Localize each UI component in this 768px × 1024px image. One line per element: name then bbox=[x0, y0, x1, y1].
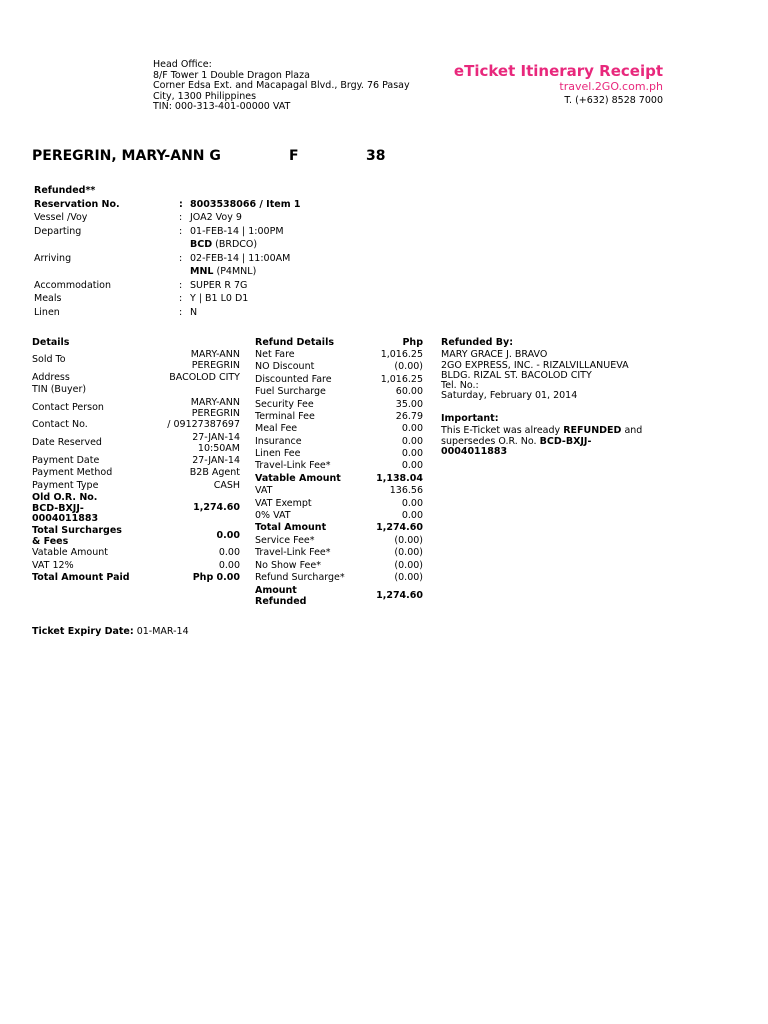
date-reserved-label: Date Reserved bbox=[32, 437, 102, 448]
value-line: 27-JAN-14 bbox=[192, 432, 240, 443]
row-value: N bbox=[190, 307, 198, 318]
vatable-label: Vatable Amount bbox=[32, 547, 108, 558]
refund-row-value: (0.00) bbox=[394, 560, 423, 571]
row-label: Linen bbox=[34, 307, 60, 318]
row-colon: : bbox=[179, 199, 183, 210]
ticket-expiry bbox=[32, 626, 189, 637]
passenger-gender: F bbox=[289, 148, 299, 164]
refund-row-value: (0.00) bbox=[394, 535, 423, 546]
row-value: 01-FEB-14 | 1:00PM bbox=[190, 226, 284, 237]
port-name: (BRDCO) bbox=[215, 239, 258, 250]
old-or-value: 1,274.60 bbox=[193, 502, 240, 513]
or-number-cont: 0004011883 bbox=[441, 446, 508, 457]
vat-value: 0.00 bbox=[218, 560, 240, 571]
port-name: (P4MNL) bbox=[216, 266, 257, 277]
label-line: Refunded bbox=[255, 595, 307, 607]
office-line: 8/F Tower 1 Double Dragon Plaza bbox=[153, 69, 310, 81]
total-paid-label: Total Amount Paid bbox=[32, 572, 130, 583]
value-line: 10:50AM bbox=[197, 442, 240, 454]
refund-row-label: Linen Fee bbox=[255, 448, 301, 459]
refund-row-label: 0% VAT bbox=[255, 510, 291, 521]
expiry-value: 01-MAR-14 bbox=[136, 626, 189, 637]
label-line: Old O.R. No. bbox=[32, 492, 98, 503]
label-line: & Fees bbox=[32, 535, 69, 547]
contact-person-label: Contact Person bbox=[32, 402, 104, 413]
value-line: MARY-ANN bbox=[190, 349, 240, 360]
refund-row-value: 1,138.04 bbox=[376, 473, 423, 484]
phone-number: T. (+632) 8528 7000 bbox=[564, 95, 663, 106]
payment-method-value: B2B Agent bbox=[189, 467, 240, 478]
head-office-address bbox=[153, 60, 443, 113]
row-value: SUPER R 7G bbox=[190, 280, 248, 291]
refund-row-value: 1,016.25 bbox=[380, 374, 423, 385]
label-line: BCD-BXJJ- bbox=[32, 502, 84, 514]
payment-type-value: CASH bbox=[213, 480, 240, 491]
important-text: This E-Ticket was already bbox=[441, 425, 564, 436]
refund-row-label: Service Fee* bbox=[255, 535, 315, 546]
office-line: City, 1300 Philippines bbox=[153, 90, 257, 102]
surcharges-value: 0.00 bbox=[216, 530, 240, 541]
row-value: 02-FEB-14 | 11:00AM bbox=[190, 253, 291, 264]
port-code: BCD bbox=[190, 239, 213, 250]
label-line: Amount bbox=[255, 585, 297, 596]
refunded-by-line: Tel. No.: bbox=[441, 380, 479, 391]
row-value: Y | B1 L0 D1 bbox=[190, 293, 249, 304]
row-colon: : bbox=[179, 280, 183, 291]
refund-row-value: 1,274.60 bbox=[376, 522, 423, 533]
value-line: PEREGRIN bbox=[191, 359, 240, 371]
row-label: Arriving bbox=[34, 253, 72, 264]
refund-row-label: Insurance bbox=[255, 436, 302, 447]
row-label: Reservation No. bbox=[34, 199, 120, 210]
refunded-by-line: Saturday, February 01, 2014 bbox=[441, 390, 578, 401]
refund-row-label: Security Fee bbox=[255, 399, 314, 410]
office-line: Head Office: bbox=[153, 59, 212, 70]
refund-row-label: Total Amount bbox=[255, 522, 327, 533]
refund-row-label: Vatable Amount bbox=[255, 473, 341, 484]
row-colon: : bbox=[179, 212, 183, 223]
row-colon: : bbox=[179, 293, 183, 304]
passenger-name: PEREGRIN, MARY-ANN G bbox=[32, 148, 221, 164]
refund-row-label: NO Discount bbox=[255, 361, 315, 372]
arriving-port bbox=[190, 266, 256, 277]
important-text-line1 bbox=[441, 426, 642, 437]
refund-row-value: 0.00 bbox=[401, 423, 423, 434]
address-value: BACOLOD CITY bbox=[169, 372, 240, 383]
port-code: MNL bbox=[190, 266, 214, 277]
sold-to-label: Sold To bbox=[32, 354, 66, 365]
value-line: MARY-ANN bbox=[190, 397, 240, 408]
refunded-by-line: BLDG. RIZAL ST. BACOLOD CITY bbox=[441, 370, 592, 381]
refund-row-label: VAT bbox=[255, 485, 273, 496]
row-label: Vessel /Voy bbox=[34, 212, 88, 223]
payment-date-value: 27-JAN-14 bbox=[192, 455, 240, 466]
refund-row-value: 26.79 bbox=[395, 411, 423, 422]
row-label: Accommodation bbox=[34, 280, 111, 291]
important-text: and bbox=[621, 425, 643, 436]
date-reserved-value bbox=[192, 433, 240, 454]
refunded-by-line: 2GO EXPRESS, INC. - RIZALVILLANUEVA bbox=[441, 360, 629, 371]
refund-details-heading: Refund Details bbox=[255, 337, 334, 348]
refund-row-value: 0.00 bbox=[401, 436, 423, 447]
refund-status: Refunded** bbox=[34, 185, 96, 196]
details-heading: Details bbox=[32, 337, 70, 348]
total-paid-value: Php 0.00 bbox=[192, 572, 240, 583]
refund-row-label: Fuel Surcharge bbox=[255, 386, 326, 397]
receipt-title-block bbox=[454, 62, 663, 107]
reservation-number: 8003538066 / Item 1 bbox=[190, 199, 301, 210]
contact-person-value bbox=[191, 398, 240, 419]
refund-row-label: No Show Fee* bbox=[255, 560, 321, 571]
refund-row-label: VAT Exempt bbox=[255, 498, 312, 509]
payment-method-label: Payment Method bbox=[32, 467, 113, 478]
refund-row-label: Meal Fee bbox=[255, 423, 298, 434]
passenger-age: 38 bbox=[366, 148, 386, 164]
sold-to-value bbox=[191, 350, 240, 371]
website-link[interactable]: travel.2GO.com.ph bbox=[559, 80, 663, 93]
refund-row-value: 0.00 bbox=[401, 448, 423, 459]
refund-row-value: 35.00 bbox=[395, 399, 423, 410]
row-label: Meals bbox=[34, 293, 62, 304]
currency-heading: Php bbox=[402, 337, 423, 348]
row-colon: : bbox=[179, 307, 183, 318]
contact-no-label: Contact No. bbox=[32, 419, 88, 430]
refunded-by-heading: Refunded By: bbox=[441, 337, 514, 348]
office-line: Corner Edsa Ext. and Macapagal Blvd., Brgy. 76 Pasay bbox=[153, 80, 410, 91]
row-label: Departing bbox=[34, 226, 82, 237]
vatable-value: 0.00 bbox=[218, 547, 240, 558]
refund-row-value: (0.00) bbox=[394, 361, 423, 372]
refund-row-value: (0.00) bbox=[394, 547, 423, 558]
refund-row-label: Travel-Link Fee* bbox=[255, 460, 331, 471]
or-number: BCD-BXJJ- bbox=[539, 436, 592, 447]
refund-row-value: 136.56 bbox=[389, 485, 423, 496]
contact-no-value: / 09127387697 bbox=[167, 419, 240, 430]
tin-label: TIN (Buyer) bbox=[32, 384, 87, 395]
vat-label: VAT 12% bbox=[32, 560, 74, 571]
important-text: supersedes O.R. No. bbox=[441, 436, 540, 447]
old-or-label bbox=[32, 493, 98, 525]
refund-row-value: 0.00 bbox=[401, 510, 423, 521]
refund-row-value: 60.00 bbox=[395, 386, 423, 397]
value-line: PEREGRIN bbox=[191, 407, 240, 419]
amount-refunded-label bbox=[255, 586, 306, 607]
refund-row-label: Terminal Fee bbox=[255, 411, 315, 422]
refund-row-label: Discounted Fare bbox=[255, 374, 332, 385]
label-line: 0004011883 bbox=[32, 513, 99, 524]
amount-refunded-value: 1,274.60 bbox=[376, 590, 423, 601]
refund-row-value: 0.00 bbox=[401, 498, 423, 509]
departing-port bbox=[190, 239, 257, 250]
row-value: JOA2 Voy 9 bbox=[190, 212, 242, 223]
address-label: Address bbox=[32, 372, 70, 383]
office-line: TIN: 000-313-401-00000 VAT bbox=[153, 101, 291, 112]
refund-row-label: Refund Surcharge* bbox=[255, 572, 345, 583]
refund-row-label: Travel-Link Fee* bbox=[255, 547, 331, 558]
refunded-word: REFUNDED bbox=[563, 425, 622, 436]
payment-type-label: Payment Type bbox=[32, 480, 99, 491]
refund-row-value: 1,016.25 bbox=[380, 349, 423, 360]
refunded-by-line: MARY GRACE J. BRAVO bbox=[441, 349, 548, 360]
payment-date-label: Payment Date bbox=[32, 455, 100, 466]
label-line: Total Surcharges bbox=[32, 525, 122, 536]
expiry-label: Ticket Expiry Date: bbox=[32, 626, 134, 637]
row-colon: : bbox=[179, 253, 183, 264]
surcharges-label bbox=[32, 526, 122, 547]
important-heading: Important: bbox=[441, 413, 499, 424]
receipt-title: eTicket Itinerary Receipt bbox=[453, 62, 663, 80]
refund-row-value: (0.00) bbox=[394, 572, 423, 583]
row-colon: : bbox=[179, 226, 183, 237]
refund-row-label: Net Fare bbox=[255, 349, 295, 360]
refund-row-value: 0.00 bbox=[401, 460, 423, 471]
